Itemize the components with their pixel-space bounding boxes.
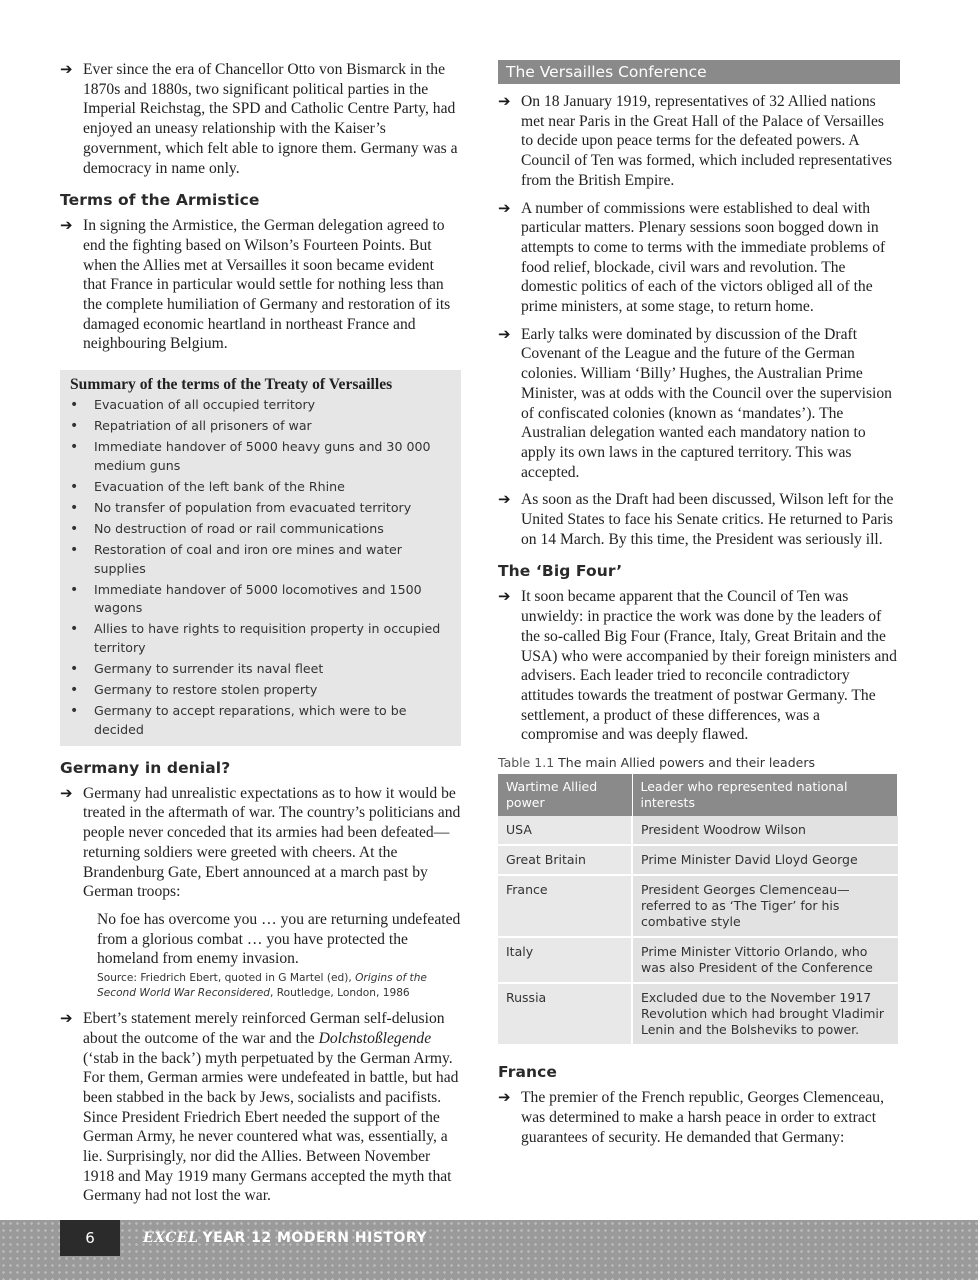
arrow-icon: ➔ xyxy=(60,783,73,802)
bullet-icon: • xyxy=(70,397,79,414)
bullet-icon: • xyxy=(70,581,79,598)
list-item: • Immediate handover of 5000 heavy guns and 30 000 medium guns xyxy=(70,439,431,473)
arrow-icon: ➔ xyxy=(498,324,511,343)
brand-logo: EXCEL xyxy=(143,1230,199,1246)
arrow-icon: ➔ xyxy=(498,198,511,217)
bullet-icon: • xyxy=(70,660,79,677)
treaty-summary-box xyxy=(60,370,461,746)
table-cell: France xyxy=(498,875,632,937)
table-row xyxy=(498,845,898,875)
ebert-paragraph: ➔ Ebert’s statement merely reinforced German self-delusion about the outcome of the war and the Dolchstoßlegende (‘stab in the back’) myth perpetuated by the German Army. For them, German armies were undefeated in battle, but had been stabbed in the back by Jews, socialists and pacifists. Since President Friedrich Ebert needed the support of the German Army, he never countered what was, essentially, a lie. Surprisingly, nor did the Allies. Between November 1918 and May 1919 many Germans accepted the myth that Germany had not lost the war. xyxy=(60,1009,459,1205)
table-cell: Italy xyxy=(498,937,632,983)
table-cell: Prime Minister David Lloyd George xyxy=(632,845,898,875)
bigfour-heading: The ‘Big Four’ xyxy=(498,562,623,581)
arrow-icon: ➔ xyxy=(60,216,73,235)
table-caption: Table 1.1 The main Allied powers and their leaders xyxy=(498,755,815,771)
table-row xyxy=(498,983,898,1045)
arrow-icon: ➔ xyxy=(498,490,511,509)
armistice-heading: Terms of the Armistice xyxy=(60,191,260,210)
armistice-paragraph: ➔ In signing the Armistice, the German delegation agreed to end the fighting based on Wilson’s Fourteen Points. But when the Allies met at Versailles it soon became evident that France in particular would settle for nothing less than the complete humiliation of Germany and restoration of its damaged economic heartland in northeast France and neighbouring Belgium. xyxy=(60,216,451,353)
list-item: • Germany to accept reparations, which were to be decided xyxy=(70,703,407,737)
summary-title: Summary of the terms of the Treaty of Versailles xyxy=(70,376,393,394)
bullet-icon: • xyxy=(70,478,79,495)
left-column xyxy=(60,60,461,1214)
list-item: • No transfer of population from evacuated territory xyxy=(70,500,412,517)
table-cell: President Georges Clemenceau—referred to as ‘The Tiger’ for his combative style xyxy=(632,875,898,937)
bullet-icon: • xyxy=(70,621,79,638)
arrow-icon: ➔ xyxy=(498,587,511,606)
ebert-quote: No foe has overcome you … you are returning undefeated from a glorious combat … you have protected the homeland from enemy invasion. xyxy=(97,910,461,968)
page-number: 6 xyxy=(60,1220,120,1256)
bullet-icon: • xyxy=(70,542,79,559)
arrow-icon: ➔ xyxy=(498,92,511,110)
right-column xyxy=(498,60,900,1155)
list-item: • Germany to surrender its naval fleet xyxy=(70,660,324,677)
table-row xyxy=(498,816,898,845)
list-item: • Evacuation of all occupied territory xyxy=(70,397,316,414)
denial-heading: Germany in denial? xyxy=(60,758,231,777)
page-footer xyxy=(0,1220,978,1280)
versailles-heading: The Versailles Conference xyxy=(498,60,900,84)
intro-paragraph: ➔ Ever since the era of Chancellor Otto von Bismarck in the 1870s and 1880s, two significant political parties in the Imperial Reichstag, the SPD and Catholic Centre Party, had enjoyed an uneasy relationship with the Kaiser’s government, which felt able to ignore them. Germany was a democracy in name only. xyxy=(60,60,458,177)
list-item: • Immediate handover of 5000 locomotives and 1500 wagons xyxy=(70,581,422,616)
column-header: Leader who represented national interests xyxy=(632,774,898,816)
arrow-icon: ➔ xyxy=(60,1009,73,1028)
commissions-paragraph: ➔ A number of commissions were established to deal with particular matters. Plenary sessions soon bogged down in attempts to come to terms with the immediate problems of food relief, blockade, civil wars and revolution. The domestic politics of each of the victors obliged all of the prime ministers, at some stage, to return home. xyxy=(498,198,886,316)
summary-list xyxy=(70,396,451,739)
france-paragraph: ➔ The premier of the French republic, Georges Clemenceau, was determined to make a harsh peace in order to extract guarantees of security. He demanded that Germany: xyxy=(498,1088,884,1146)
table-row xyxy=(498,875,898,937)
versailles-paragraph: ➔ On 18 January 1919, representatives of 32 Allied nations met near Paris in the Great Hall of the Palace of Versailles to decide upon peace terms for the defeated powers. A Council of Ten was formed, which included representatives from the British Empire. xyxy=(498,92,893,189)
arrow-icon: ➔ xyxy=(498,1088,511,1107)
bullet-icon: • xyxy=(70,439,79,456)
table-row xyxy=(498,937,898,983)
list-item: • Restoration of coal and iron ore mines and water supplies xyxy=(70,542,402,576)
france-heading: France xyxy=(498,1063,558,1082)
early-talks-paragraph: ➔ Early talks were dominated by discussion of the Draft Covenant of the League and the future of the German colonies. William ‘Billy’ Hughes, the Australian Prime Minister, was at odds with the Council over the supervision of confiscated colonies (known as ‘mandates’). The Australian delegation wanted each mandatory nation to apply its own laws in the captured territory. This was accepted. xyxy=(498,324,892,481)
table-header-row xyxy=(498,774,898,816)
bigfour-paragraph: ➔ It soon became apparent that the Council of Ten was unwieldy: in practice the work was done by the leaders of the so-called Big Four (France, Italy, Great Britain and the USA) who were accompanied by their foreign ministers and advisers. Each leader tried to reconcile contradictory attitudes towards the treatment of postwar Germany. The settlement, a product of these differences, was a compromise and was deeply flawed. xyxy=(498,587,897,744)
bullet-icon: • xyxy=(70,500,79,517)
table-cell: USA xyxy=(498,816,632,845)
table-cell: Russia xyxy=(498,983,632,1045)
wilson-paragraph: ➔ As soon as the Draft had been discussed, Wilson left for the United States to face his Senate critics. He returned to Paris on 14 March. By this time, the President was seriously ill. xyxy=(498,490,894,548)
quote-source: Source: Friedrich Ebert, quoted in G Martel (ed), Origins of the Second World War Reconsidered, Routledge, London, 1986 xyxy=(97,972,427,1000)
column-header: Wartime Allied power xyxy=(498,774,632,816)
bullet-icon: • xyxy=(70,703,79,720)
denial-paragraph: ➔ Germany had unrealistic expectations as to how it would be treated in the aftermath of war. The country’s politicians and people never conceded that its armies had been defeated—returning soldiers were greeted with cheers. At the Brandenburg Gate, Ebert announced at a march past by German troops: xyxy=(60,783,461,901)
allied-leaders-table xyxy=(498,774,898,1046)
list-item: • Germany to restore stolen property xyxy=(70,682,318,699)
table-cell: Excluded due to the November 1917 Revolution which had brought Vladimir Lenin and the Bolsheviks to power. xyxy=(632,983,898,1045)
list-item: • Evacuation of the left bank of the Rhine xyxy=(70,478,345,495)
bullet-icon: • xyxy=(70,521,79,538)
list-item: • Allies to have rights to requisition property in occupied territory xyxy=(70,621,441,655)
bullet-icon: • xyxy=(70,682,79,699)
list-item: • No destruction of road or rail communications xyxy=(70,521,384,538)
table-cell: Prime Minister Vittorio Orlando, who was also President of the Conference xyxy=(632,937,898,983)
arrow-icon: ➔ xyxy=(60,60,73,78)
table-cell: Great Britain xyxy=(498,845,632,875)
bullet-icon: • xyxy=(70,418,79,435)
table-cell: President Woodrow Wilson xyxy=(632,816,898,845)
list-item: • Repatriation of all prisoners of war xyxy=(70,418,312,435)
footer-title: EXCEL YEAR 12 MODERN HISTORY xyxy=(143,1230,428,1246)
